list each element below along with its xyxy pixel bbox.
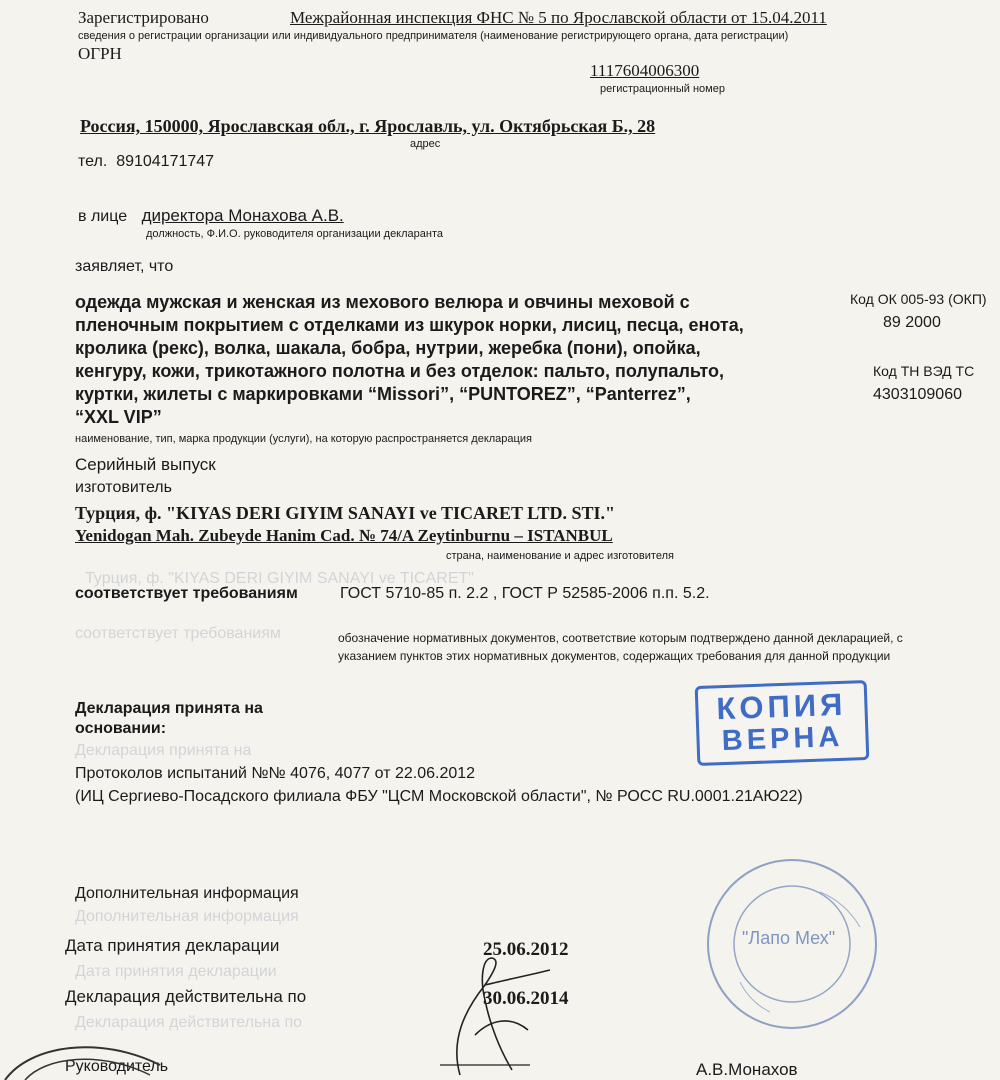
phone-label: тел. [78,153,108,170]
head-name: А.В.Монахов [696,1060,798,1079]
complies-caption-2: указанием пунктов этих нормативных документов, содержащих требования для данной продукции [338,649,891,663]
valid-until-label: Декларация действительна по [65,987,307,1006]
round-seal [700,852,880,1032]
basis-title-2: основании: [75,720,167,737]
bleed-through: Турция, ф. "KIYAS DERI GIYIM SANAYI ve TICARET" соответствует требованиям Декларация принята на Дополнительная информация Дата принятия декларации Декларация действительна по [75,570,474,1031]
ogrn-label: ОГРН [78,44,122,63]
complies-caption-1: обозначение нормативных документов, соответствие которым подтверждено данной декларацией, с [338,631,903,645]
product-caption: наименование, тип, марка продукции (услуги), на которую распространяется декларация [75,433,532,445]
complies-label: соответствует требованиям [75,585,298,602]
address: Россия, 150000, Ярославская обл., г. Ярославль, ул. Октябрьская Б., 28 [80,116,656,136]
declares-label: заявляет, что [75,258,174,275]
head-label: Руководитель [65,1058,169,1075]
product-line: одежда мужская и женская из мехового велюра и овчины меховой с [75,292,690,312]
person-row [78,206,344,226]
product-line: куртки, жилеты с маркировками “Missori”, “PUNTOREZ”, “Panterrez”, [75,384,691,404]
product-line: пленочным покрытием с отделками из шкурок норки, лисиц, песца, енота, [75,315,744,335]
manufacturer-caption: страна, наименование и адрес изготовителя [446,550,674,562]
date-accepted-label: Дата принятия декларации [65,936,280,955]
complies-value: ГОСТ 5710-85 п. 2.2 , ГОСТ Р 52585-2006 п.п. 5.2. [340,585,710,602]
registered-value: Межрайонная инспекция ФНС № 5 по Ярославской области от 15.04.2011 [290,8,827,27]
registered-label: Зарегистрировано [78,8,209,27]
okp-value: 89 2000 [883,314,941,331]
registered-caption: сведения о регистрации организации или индивидуального предпринимателя (наименование регистрирующего органа, дата регистрации) [78,30,789,42]
product-description [75,291,744,429]
address-caption: адрес [410,138,441,150]
serial-release: Серийный выпуск [75,455,216,474]
basis-title-1: Декларация принята на [75,700,263,717]
date-accepted-value: 25.06.2012 [483,939,569,960]
basis-line-1: Протоколов испытаний №№ 4076, 4077 от 22.06.2012 [75,765,476,782]
basis-line-2: (ИЦ Сергиево-Посадского филиала ФБУ "ЦСМ Московской области", № РОСС RU.0001.21АЮ22) [75,788,803,805]
phone-value: 89104171747 [116,153,215,170]
ogrn-caption: регистрационный номер [600,83,725,95]
tnved-value: 4303109060 [873,386,962,403]
extra-info-label: Дополнительная информация [75,885,299,902]
manufacturer-address: Yenidogan Mah. Zubeyde Hanim Cad. № 74/A Zeytinburnu – ISTANBUL [75,526,613,545]
person-label: в лице [78,208,128,225]
signature [430,940,570,1080]
person-value: директора Монахова А.В. [141,206,344,225]
valid-until-value: 30.06.2014 [483,988,569,1009]
product-line: кролика (рекс), волка, шакала, бобра, нутрии, жеребка (пони), опойка, [75,338,701,358]
manufacturer-label: изготовитель [75,479,172,496]
manufacturer-name: Турция, ф. "KIYAS DERI GIYIM SANAYI ve TICARET LTD. STI." [75,503,616,523]
person-caption: должность, Ф.И.О. руководителя организации декларанта [146,228,443,240]
tnved-label: Код ТН ВЭД ТС [873,363,975,379]
copy-certified-stamp [695,680,870,766]
product-line: “XXL VIP” [75,407,162,427]
phone-row [78,153,214,171]
product-line: кенгуру, кожи, трикотажного полотна и без отделок: пальто, полупальто, [75,361,724,381]
okp-label: Код ОК 005-93 (ОКП) [850,291,987,307]
round-seal-partial [0,1035,180,1080]
stamp-line-1: КОПИЯ [715,686,847,727]
stamp-line-2: ВЕРНА [721,720,844,758]
round-seal-text: "Лапо Мех" [742,928,836,948]
ogrn-value: 1117604006300 [590,61,700,80]
